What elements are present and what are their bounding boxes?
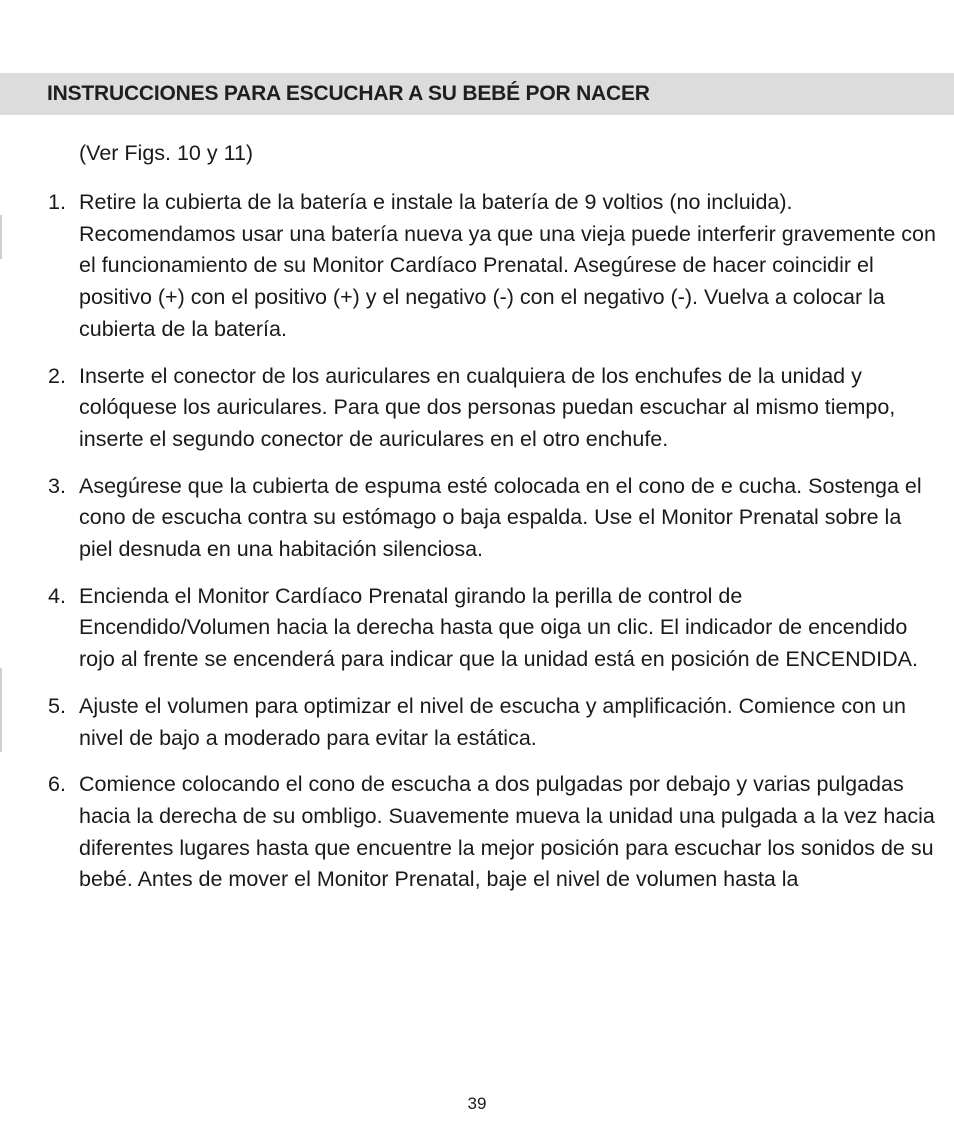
step-text: Encienda el Monitor Cardíaco Prenatal girando la perilla de control de Encendido/Volumen hacia la derecha hasta que oiga un clic. El indicador de encendido rojo al frente se encenderá para indicar que la unidad está en posición de ENCENDIDA. [79,583,918,672]
list-item [48,691,938,754]
list-item [48,581,938,676]
step-number: 4. [48,583,66,608]
step-text: Comience colocando el cono de escucha a dos pulgadas por debajo y varias pulgadas hacia la derecha de su ombligo. Suavemente mueva la unidad una pulgada a la vez hacia diferentes lugares hasta que encuentre la mejor posición para escuchar los sonidos de su bebé. Antes de mover el Monitor Prenatal, baje el nivel de volumen hasta la [79,772,935,892]
step-number: 5. [48,693,66,718]
page-number: 39 [467,1094,487,1113]
list-item [48,769,938,896]
list-item [48,471,938,566]
step-number: 6. [48,772,66,797]
step-text: Asegúrese que la cubierta de espuma esté colocada en el cono de e cucha. Sostenga el cono de escucha contra su estómago o baja espalda. Use el Monitor Prenatal sobre la piel desnuda en una habitación silenciosa. [79,473,922,562]
step-number: 1. [48,190,66,214]
step-text: Inserte el conector de los auriculares en cualquiera de los enchufes de la unidad y colóquese los auriculares. Para que dos personas puedan escuchar al mismo tiempo, inserte el segundo conector de auriculares en el otro enchufe. [79,363,896,451]
list-item [48,361,938,456]
step-number: 3. [48,473,66,498]
list-item [48,187,938,346]
step-text: Retire la cubierta de la batería e instale la batería de 9 voltios (no incluida). Recomendamos usar una batería nueva ya que una vieja puede interferir gravemente con el funcionamiento de su Monitor Cardíaco Prenatal. Asegúrese de hacer coincidir el positivo (+) con el positivo (+) y el negativo (-) con el negativo (-). Vuelva a colocar la cubierta de la batería. [79,190,936,341]
instruction-list [48,187,938,911]
step-text: Ajuste el volumen para optimizar el nivel de escucha y amplificación. Comience con un nivel de bajo a moderado para evitar la estática. [79,693,906,750]
margin-mark [0,668,2,752]
figure-reference: (Ver Figs. 10 y 11) [79,141,254,165]
section-title: INSTRUCCIONES PARA ESCUCHAR A SU BEBÉ POR NACER [47,82,650,105]
margin-mark [0,215,2,259]
step-number: 2. [48,363,66,388]
